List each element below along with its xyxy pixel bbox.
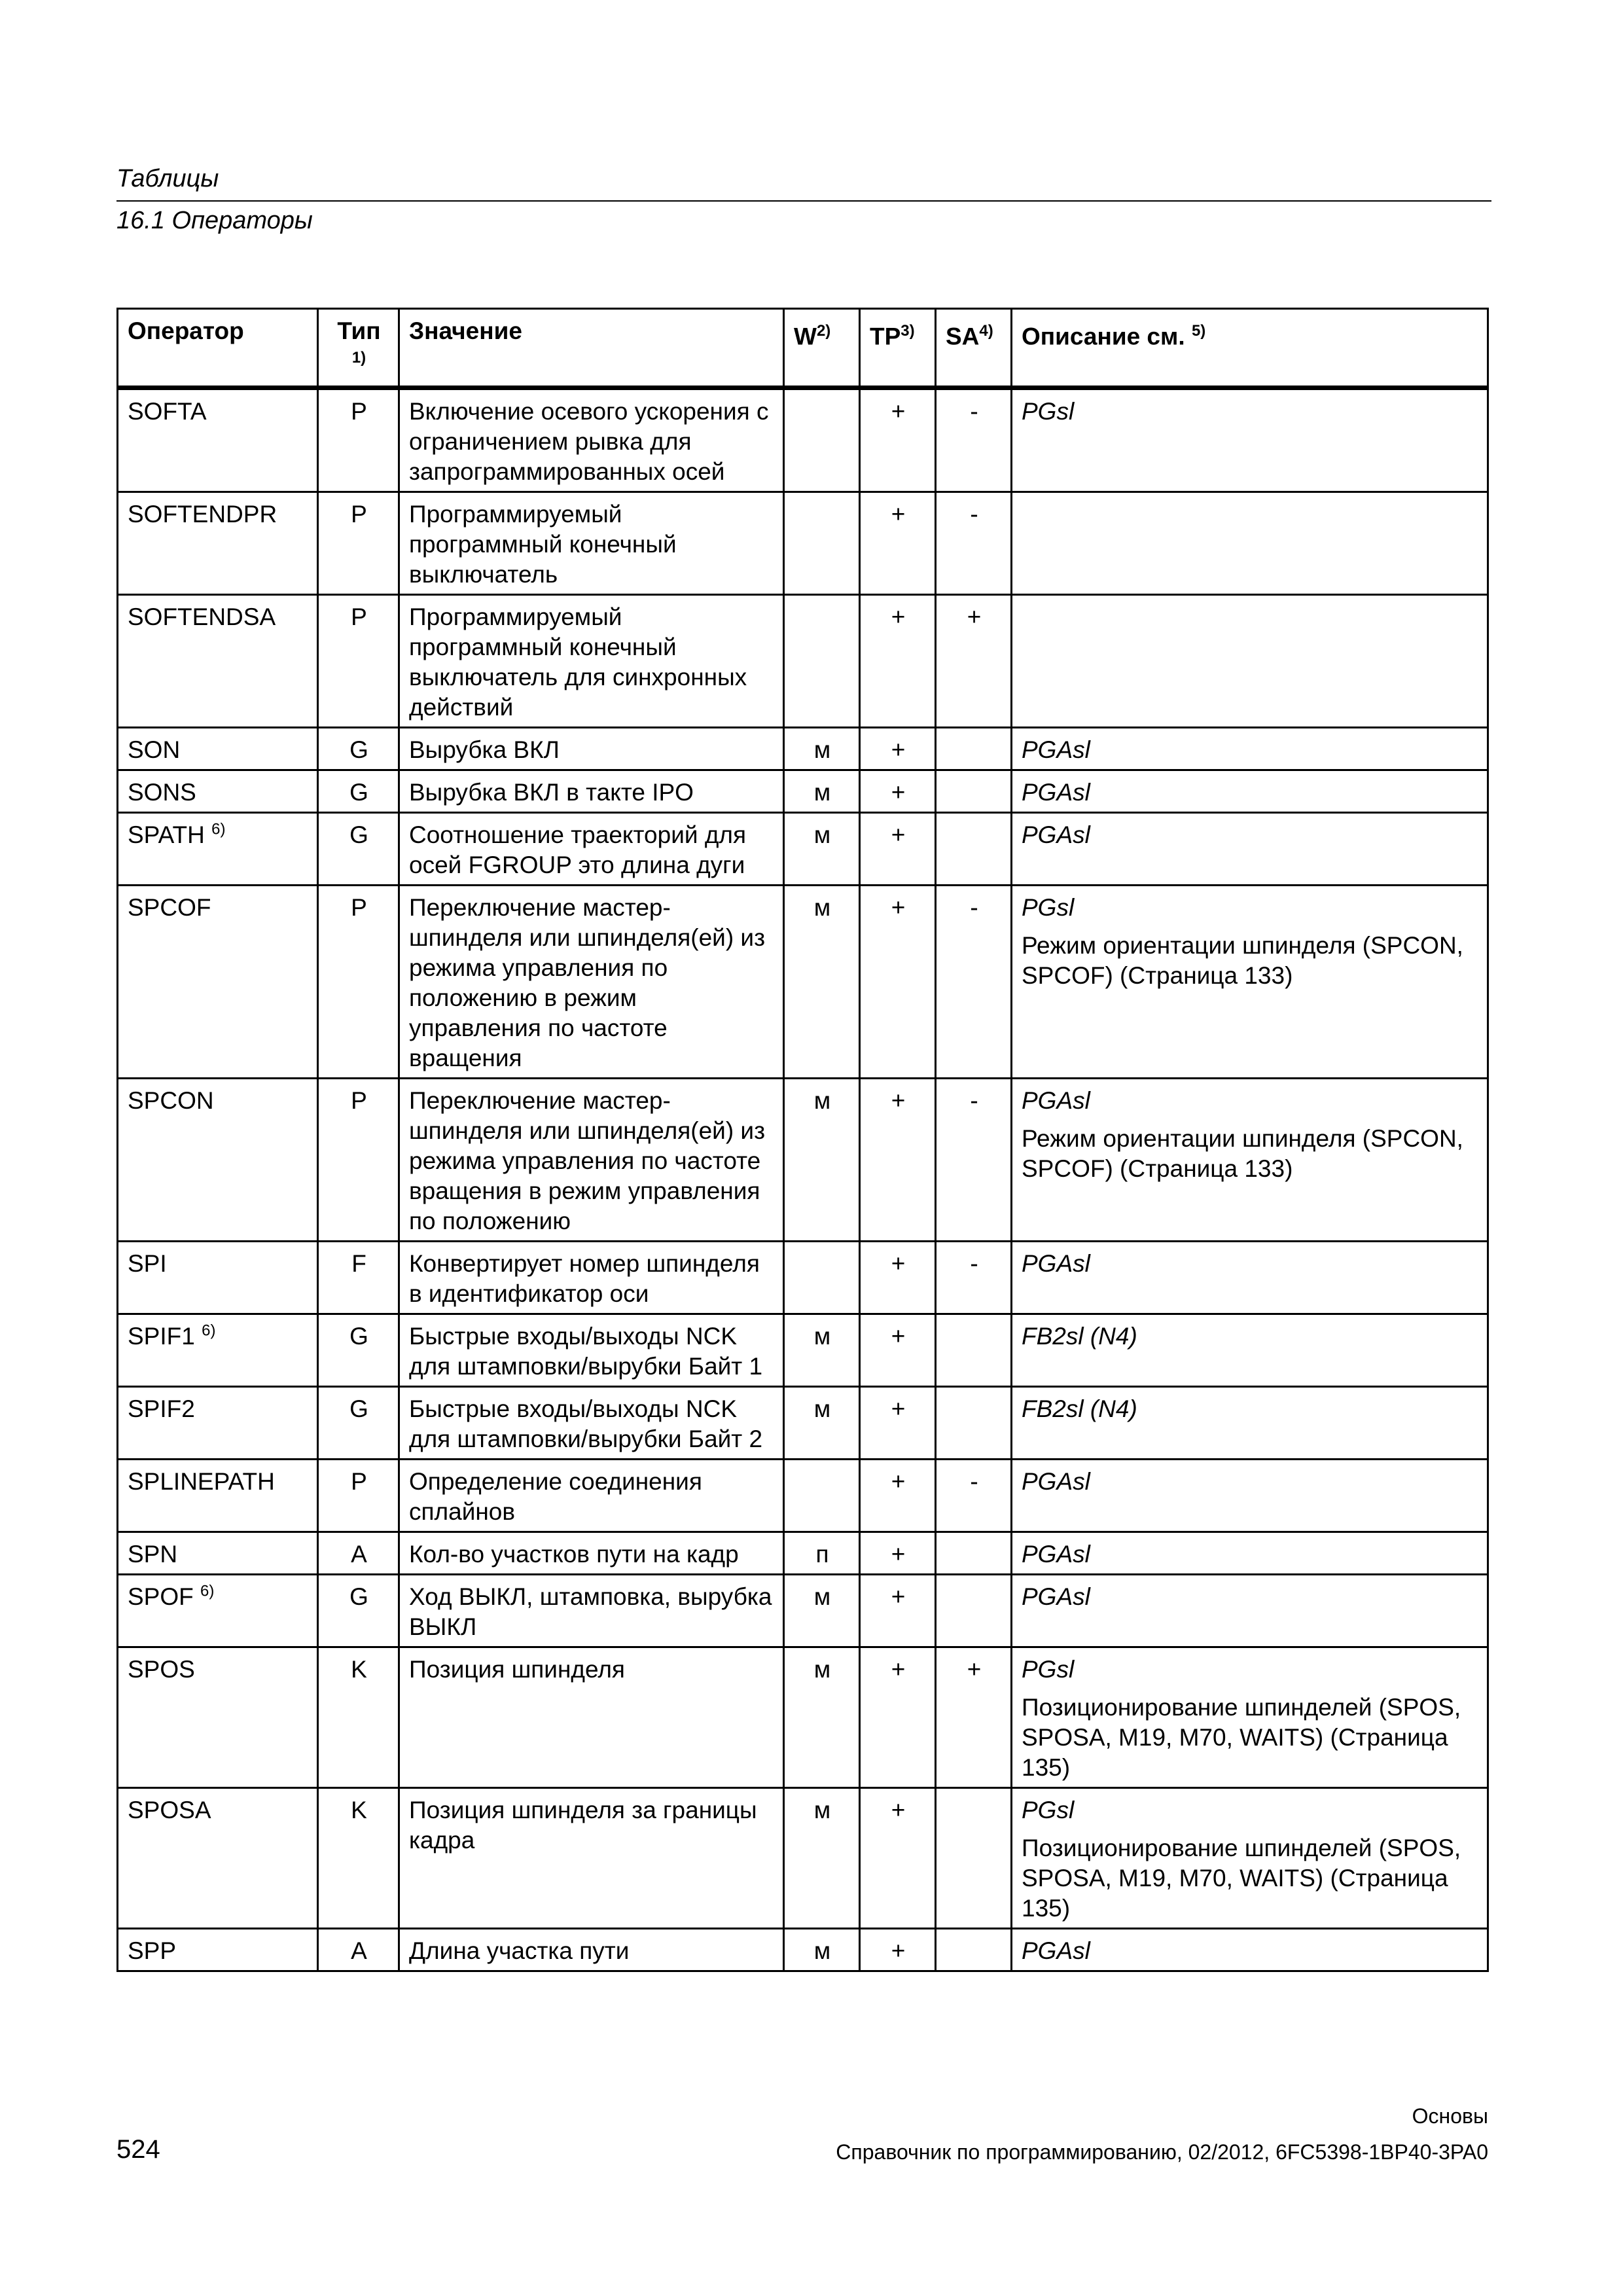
table-row bbox=[118, 886, 1488, 1079]
cell-type: G bbox=[318, 1575, 399, 1647]
operator-name: SPOSA bbox=[128, 1797, 211, 1823]
col-header-tp: TP$^{3)}$ bbox=[860, 309, 936, 388]
reference-doc: PGAsl bbox=[1022, 779, 1090, 806]
table-row bbox=[118, 1387, 1488, 1460]
operator-name: SOFTA bbox=[128, 398, 207, 425]
reference-doc: PGsl bbox=[1022, 1656, 1075, 1683]
col-header-operator: Оператор bbox=[118, 309, 318, 388]
cell-sa: - bbox=[936, 1242, 1012, 1314]
page-number: 524 bbox=[116, 2135, 160, 2164]
cell-w: м bbox=[784, 1788, 860, 1929]
cell-tp: + bbox=[860, 1575, 936, 1647]
running-header-section: 16.1 Операторы bbox=[116, 207, 313, 234]
reference-doc: PGAsl bbox=[1022, 1250, 1090, 1277]
cell-tp: + bbox=[860, 492, 936, 595]
cell-type: P bbox=[318, 492, 399, 595]
cell-meaning: Программируемый программный конечный выключатель для синхронных действий bbox=[399, 595, 784, 728]
cell-w: м bbox=[784, 1929, 860, 1971]
cell-type: P bbox=[318, 1079, 399, 1242]
cell-description bbox=[1012, 886, 1488, 1079]
cell-type: A bbox=[318, 1929, 399, 1971]
cell-sa bbox=[936, 1387, 1012, 1460]
cell-operator bbox=[118, 1532, 318, 1575]
cell-sa bbox=[936, 1929, 1012, 1971]
cell-meaning: Длина участка пути bbox=[399, 1929, 784, 1971]
cell-sa bbox=[936, 1532, 1012, 1575]
cell-tp: + bbox=[860, 1460, 936, 1532]
cell-meaning: Позиция шпинделя bbox=[399, 1647, 784, 1788]
cell-sa: - bbox=[936, 1079, 1012, 1242]
cell-w: м bbox=[784, 728, 860, 770]
cell-tp: + bbox=[860, 886, 936, 1079]
cell-sa: - bbox=[936, 388, 1012, 492]
cell-operator bbox=[118, 595, 318, 728]
cell-type: G bbox=[318, 1387, 399, 1460]
cell-w bbox=[784, 1242, 860, 1314]
cell-meaning: Вырубка ВКЛ в такте IPO bbox=[399, 770, 784, 813]
cell-meaning: Ход ВЫКЛ, штамповка, вырубка ВЫКЛ bbox=[399, 1575, 784, 1647]
cell-operator bbox=[118, 813, 318, 886]
operator-name: SPLINEPATH bbox=[128, 1468, 275, 1495]
operator-name: SPP bbox=[128, 1937, 177, 1964]
cell-tp: + bbox=[860, 1929, 936, 1971]
cell-meaning: Соотношение траекторий для осей FGROUP это длина дуги bbox=[399, 813, 784, 886]
cell-type: P bbox=[318, 886, 399, 1079]
cell-meaning: Переключение мастер-шпинделя или шпинделя(ей) из режима управления по положению в режим управления по частоте вращения bbox=[399, 886, 784, 1079]
operator-name: SON bbox=[128, 736, 181, 763]
reference-doc: PGAsl bbox=[1022, 1583, 1090, 1610]
cell-meaning: Позиция шпинделя за границы кадра bbox=[399, 1788, 784, 1929]
cell-tp: + bbox=[860, 1788, 936, 1929]
cell-w bbox=[784, 388, 860, 492]
cell-operator bbox=[118, 1788, 318, 1929]
operator-name: SPN bbox=[128, 1541, 178, 1568]
cell-sa bbox=[936, 770, 1012, 813]
cell-operator bbox=[118, 1460, 318, 1532]
cell-w: м bbox=[784, 886, 860, 1079]
cell-w: м bbox=[784, 1647, 860, 1788]
col-header-sa: SA$^{4)}$ bbox=[936, 309, 1012, 388]
table-row bbox=[118, 1079, 1488, 1242]
cell-operator bbox=[118, 1314, 318, 1387]
operator-name: SOFTENDPR bbox=[128, 501, 277, 528]
cell-description bbox=[1012, 492, 1488, 595]
cell-description bbox=[1012, 1314, 1488, 1387]
table-row bbox=[118, 1242, 1488, 1314]
cell-meaning: Вырубка ВКЛ bbox=[399, 728, 784, 770]
cell-type: G bbox=[318, 728, 399, 770]
cell-operator bbox=[118, 492, 318, 595]
header-rule bbox=[116, 200, 1491, 202]
table-header-row bbox=[118, 309, 1488, 388]
cell-description bbox=[1012, 1575, 1488, 1647]
cell-w: м bbox=[784, 813, 860, 886]
cell-sa: - bbox=[936, 492, 1012, 595]
cell-tp: + bbox=[860, 1314, 936, 1387]
col-header-description: Описание см. $^{5)}$ bbox=[1012, 309, 1488, 388]
table-row bbox=[118, 728, 1488, 770]
cell-operator bbox=[118, 886, 318, 1079]
table-row bbox=[118, 1788, 1488, 1929]
cell-type: P bbox=[318, 1460, 399, 1532]
footer-book-title: Основы bbox=[1412, 2104, 1488, 2128]
cell-operator bbox=[118, 1079, 318, 1242]
reference-doc: PGsl bbox=[1022, 398, 1075, 425]
cell-meaning: Включение осевого ускорения с ограничением рывка для запрограммированных осей bbox=[399, 388, 784, 492]
cell-description bbox=[1012, 1079, 1488, 1242]
table-row bbox=[118, 813, 1488, 886]
operator-footnote: 6) bbox=[211, 820, 226, 838]
table-row bbox=[118, 595, 1488, 728]
cell-meaning: Конвертирует номер шпинделя в идентификатор оси bbox=[399, 1242, 784, 1314]
col-header-type: Тип 1) bbox=[318, 309, 399, 388]
reference-doc: PGAsl bbox=[1022, 821, 1090, 848]
cell-tp: + bbox=[860, 1647, 936, 1788]
cell-description bbox=[1012, 1647, 1488, 1788]
cell-type: G bbox=[318, 813, 399, 886]
cell-sa: + bbox=[936, 1647, 1012, 1788]
operator-name: SPIF2 bbox=[128, 1395, 195, 1422]
cell-sa bbox=[936, 1575, 1012, 1647]
operators-table bbox=[116, 308, 1489, 1972]
cell-sa: - bbox=[936, 886, 1012, 1079]
cell-operator bbox=[118, 770, 318, 813]
cell-sa bbox=[936, 813, 1012, 886]
cell-description bbox=[1012, 595, 1488, 728]
cell-sa: - bbox=[936, 1460, 1012, 1532]
reference-doc: FB2sl (N4) bbox=[1022, 1395, 1137, 1422]
operator-name: SOFTENDSA bbox=[128, 603, 276, 630]
col-header-w: $W^{2)}$ bbox=[784, 309, 860, 388]
reference-doc: PGAsl bbox=[1022, 1087, 1090, 1114]
cell-description bbox=[1012, 770, 1488, 813]
cell-meaning: Определение соединения сплайнов bbox=[399, 1460, 784, 1532]
reference-doc: FB2sl (N4) bbox=[1022, 1323, 1137, 1350]
reference-doc: PGsl bbox=[1022, 1797, 1075, 1823]
description-link[interactable]: Позиционирование шпинделей (SPOS, SPOSA, M19, M70, WAITS) (Страница 135) bbox=[1022, 1694, 1461, 1781]
cell-type: G bbox=[318, 770, 399, 813]
cell-tp: + bbox=[860, 595, 936, 728]
cell-type: P bbox=[318, 595, 399, 728]
cell-type: P bbox=[318, 388, 399, 492]
cell-operator bbox=[118, 1929, 318, 1971]
cell-description bbox=[1012, 1387, 1488, 1460]
footer-document-reference: Справочник по программированию, 02/2012, 6FC5398-1BP40-3PA0 bbox=[836, 2140, 1488, 2164]
table-row bbox=[118, 1647, 1488, 1788]
cell-operator bbox=[118, 1647, 318, 1788]
description-link[interactable]: Позиционирование шпинделей (SPOS, SPOSA, M19, M70, WAITS) (Страница 135) bbox=[1022, 1835, 1461, 1922]
cell-w: м bbox=[784, 770, 860, 813]
cell-sa bbox=[936, 1314, 1012, 1387]
cell-w: м bbox=[784, 1079, 860, 1242]
description-link[interactable]: Режим ориентации шпинделя (SPCON, SPCOF) (Страница 133) bbox=[1022, 932, 1463, 989]
cell-operator bbox=[118, 1387, 318, 1460]
cell-operator bbox=[118, 1575, 318, 1647]
cell-tp: + bbox=[860, 1242, 936, 1314]
cell-operator bbox=[118, 388, 318, 492]
operator-name: SPCON bbox=[128, 1087, 214, 1114]
operator-name: SPIF1 bbox=[128, 1323, 195, 1350]
reference-doc: PGsl bbox=[1022, 894, 1075, 921]
cell-description bbox=[1012, 1242, 1488, 1314]
reference-doc: PGAsl bbox=[1022, 736, 1090, 763]
cell-meaning: Быстрые входы/выходы NCK для штамповки/вырубки Байт 2 bbox=[399, 1387, 784, 1460]
cell-description bbox=[1012, 728, 1488, 770]
cell-type: K bbox=[318, 1647, 399, 1788]
cell-w: м bbox=[784, 1575, 860, 1647]
table-row bbox=[118, 1929, 1488, 1971]
table-row bbox=[118, 1460, 1488, 1532]
cell-tp: + bbox=[860, 728, 936, 770]
cell-sa bbox=[936, 1788, 1012, 1929]
table-row bbox=[118, 492, 1488, 595]
cell-tp: + bbox=[860, 813, 936, 886]
table-row bbox=[118, 388, 1488, 492]
reference-doc: PGAsl bbox=[1022, 1937, 1090, 1964]
cell-sa bbox=[936, 728, 1012, 770]
operator-footnote: 6) bbox=[202, 1321, 216, 1340]
cell-type: A bbox=[318, 1532, 399, 1575]
cell-w: м bbox=[784, 1387, 860, 1460]
description-link[interactable]: Режим ориентации шпинделя (SPCON, SPCOF) (Страница 133) bbox=[1022, 1125, 1463, 1182]
cell-description bbox=[1012, 1460, 1488, 1532]
table-row bbox=[118, 1575, 1488, 1647]
table-row bbox=[118, 770, 1488, 813]
cell-tp: + bbox=[860, 1532, 936, 1575]
cell-type: G bbox=[318, 1314, 399, 1387]
table-body bbox=[118, 388, 1488, 1971]
cell-meaning: Быстрые входы/выходы NCK для штамповки/вырубки Байт 1 bbox=[399, 1314, 784, 1387]
cell-description bbox=[1012, 1929, 1488, 1971]
running-header-chapter: Таблицы bbox=[116, 165, 219, 192]
cell-operator bbox=[118, 728, 318, 770]
cell-tp: + bbox=[860, 770, 936, 813]
cell-sa: + bbox=[936, 595, 1012, 728]
operator-name: SPOS bbox=[128, 1656, 195, 1683]
cell-tp: + bbox=[860, 1079, 936, 1242]
cell-type: F bbox=[318, 1242, 399, 1314]
col-header-meaning: Значение bbox=[399, 309, 784, 388]
cell-w: п bbox=[784, 1532, 860, 1575]
operator-name: SPCOF bbox=[128, 894, 211, 921]
reference-doc: PGAsl bbox=[1022, 1468, 1090, 1495]
cell-description bbox=[1012, 1532, 1488, 1575]
cell-operator bbox=[118, 1242, 318, 1314]
cell-description bbox=[1012, 1788, 1488, 1929]
cell-meaning: Кол-во участков пути на кадр bbox=[399, 1532, 784, 1575]
cell-meaning: Программируемый программный конечный выключатель bbox=[399, 492, 784, 595]
reference-doc: PGAsl bbox=[1022, 1541, 1090, 1568]
cell-tp: + bbox=[860, 388, 936, 492]
cell-w bbox=[784, 492, 860, 595]
cell-w: м bbox=[784, 1314, 860, 1387]
operator-footnote: 6) bbox=[200, 1582, 215, 1600]
cell-meaning: Переключение мастер-шпинделя или шпинделя(ей) из режима управления по частоте вращения в режим управления по положению bbox=[399, 1079, 784, 1242]
cell-description bbox=[1012, 813, 1488, 886]
table-row bbox=[118, 1314, 1488, 1387]
cell-description bbox=[1012, 388, 1488, 492]
cell-w bbox=[784, 1460, 860, 1532]
cell-type: K bbox=[318, 1788, 399, 1929]
table-row bbox=[118, 1532, 1488, 1575]
cell-tp: + bbox=[860, 1387, 936, 1460]
operator-name: SPOF bbox=[128, 1583, 194, 1610]
cell-w bbox=[784, 595, 860, 728]
operator-name: SPI bbox=[128, 1250, 167, 1277]
operator-name: SONS bbox=[128, 779, 196, 806]
operator-name: SPATH bbox=[128, 821, 205, 848]
